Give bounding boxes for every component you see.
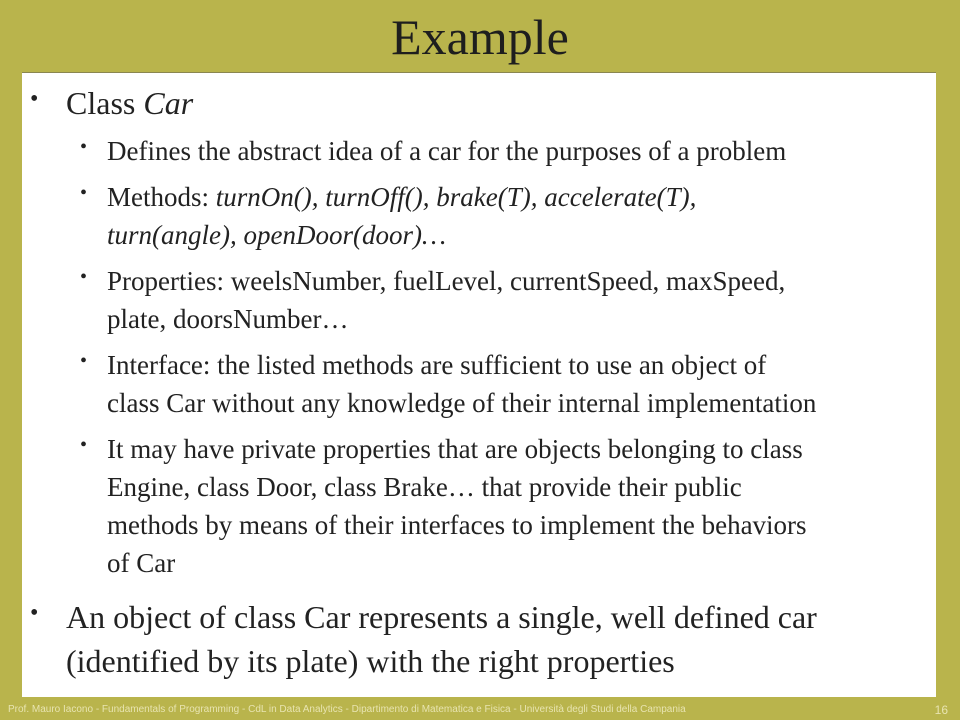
bullet-interface-line2: class Car without any knowledge of their internal implementation: [107, 388, 817, 418]
bullet-object-line1: An object of class Car represents a single, well defined car: [66, 599, 817, 635]
bullet-methods-line2: [107, 218, 446, 253]
bullet-private-line1: It may have private properties that are objects belonging to class: [107, 434, 803, 464]
methods-label: Methods:: [107, 182, 216, 212]
methods-list: turnOn(), turnOff(), brake(T), accelerate(T),: [215, 182, 697, 212]
bullet-private-line4: of Car: [107, 548, 176, 578]
bullet-private-line3: methods by means of their interfaces to implement the behaviors: [107, 510, 807, 540]
bullet-methods-line1: [107, 180, 696, 215]
bullet-marker: •: [30, 86, 39, 112]
bullet-interface-line1: Interface: the listed methods are sufficient to use an object of: [107, 350, 767, 380]
bullet-class-car: [66, 83, 193, 123]
bullet-marker: •: [80, 266, 88, 288]
methods-list-cont: turn(angle), openDoor(door)…: [107, 220, 446, 250]
page-number: 16: [934, 703, 948, 717]
bullet-marker: •: [80, 434, 88, 456]
bullet-marker: •: [80, 350, 88, 372]
bullet-object-line2: (identified by its plate) with the right properties: [66, 643, 675, 679]
bullet-marker: •: [80, 136, 88, 158]
bullet-properties-line2: plate, doorsNumber…: [107, 304, 349, 334]
slide-title: Example: [391, 9, 569, 65]
bullet-marker: •: [30, 600, 39, 626]
bullet-marker: •: [80, 182, 88, 204]
class-prefix: Class: [66, 85, 144, 121]
class-name: Car: [143, 85, 194, 121]
footer-text: Prof. Mauro Iacono - Fundamentals of Programming - CdL in Data Analytics - Dipartimento di Matematica e Fisica - Università degli Studi della Campania: [8, 704, 686, 715]
bullet-private-line2: Engine, class Door, class Brake… that provide their public: [107, 472, 742, 502]
bullet-properties-line1: Properties: weelsNumber, fuelLevel, currentSpeed, maxSpeed,: [107, 266, 786, 296]
bullet-defines: Defines the abstract idea of a car for the purposes of a problem: [107, 136, 787, 166]
